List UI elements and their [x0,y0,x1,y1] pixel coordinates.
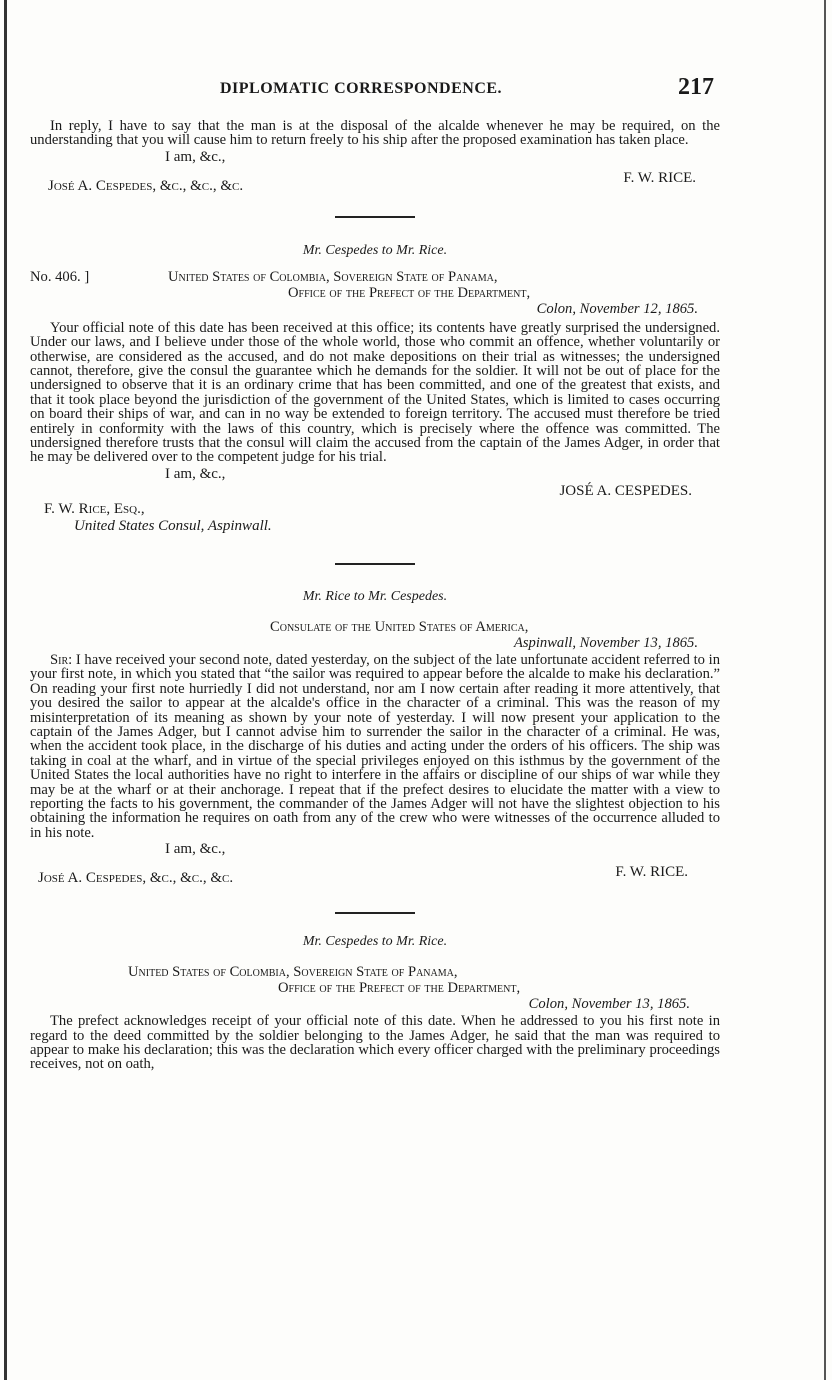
letter3-addressee: José A. Cespedes, &c., &c., &c. [38,870,234,887]
page-right-edge [824,0,826,1380]
letter3-paragraph [30,653,720,840]
letter3-paragraph-text: I have received your second note, dated yesterday, on the subject of the late unfortunate accident referred to in your first note, in which you stated that “the sailor was required to appear before the alcalde to make his declaration.” On reading your first note hurriedly I did not understand, nor am I now certain after reading it more attentively, that you desired the sailor to appear at the alcalde's office in the character of a criminal. This was the reason of my misinterpretation of its meaning as shown by your note of yesterday. I will now present your application to the captain of the James Adger, but I cannot advise him to surrender the sailor in the character of a criminal. He was, when the accident took place, in the discharge of his duties and acting under the orders of his officers. The ship was taking in coal at the wharf, and in virtue of the special privileges enjoyed on this isthmus by the government of the United States the local authorities have no right to interfere in the affairs or discipline of our ships of war while they may be at the wharf or at their anchorage. I repeat that if the prefect desires to elucidate the matter with a view to reporting the facts to his government, the commander of the James Adger will not have the slightest objection to his obtaining the information he requires on oath from any of the crew who were witnesses of the occurrence alluded to in his note. [30,651,720,841]
letter2-doc-number: No. 406. ] [30,268,90,285]
letter2-dateline-1: United States of Colombia, Sovereign State of Panama, [168,268,498,285]
letter1-signature-row [30,170,720,194]
letter1-signature: F. W. RICE. [623,169,696,186]
letter2-dateline-3: Colon, November 12, 1865. [536,300,698,317]
letter2-paragraph: Your official note of this date has been received at this office; its contents have greatly surprised the undersigned. Under our laws, and I believe under those of the whole world, those who commit an offence, whether voluntarily or otherwise, are considered as the accused, and do not make depositions on their trial as witnesses; the undersigned cannot, therefore, give the consul the guarantee which he demands for the soldier. It will not be out of place for the undersigned to observe that it is an ordinary crime that has been committed, and one of the greatest that exists, and that it took place beyond the jurisdiction of the government of the United States, which is limited to cases occurring on board their ships of war, and can in no way be extended to foreign territory. The accused must therefore be tried entirely in conformity with the laws of this country, which is precisely where the offence was committed. The undersigned therefore trusts that the consul will claim the accused from the captain of the James Adger, in order that he may be delivered over to the competent judge for his trial. [30,319,720,466]
letter3-signature-row [30,864,720,888]
letter3-salutation: Sir: [50,651,73,668]
letter4-paragraph: The prefect acknowledges receipt of your official note of this date. When he addressed to you his first note in regard to the deed committed by the soldier belonging to the James Adger, he said that the man was required to appear to make his declaration; this was the declaration which every officer charged with the preliminary proceedings receives, not on oath, [30,1013,720,1073]
letter2-dateline [30,269,720,317]
running-title: DIPLOMATIC CORRESPONDENCE. [220,80,503,97]
letter1-addressee: José A. Cespedes, &c., &c., &c. [48,177,244,194]
section-divider [335,216,415,218]
letter2-closing: I am, &c., [165,465,226,482]
letter3-dateline-1: Consulate of the United States of America, [270,618,529,635]
letter3-dateline-2: Aspinwall, November 13, 1865. [513,634,698,651]
letter4-dateline-1: United States of Colombia, Sovereign State of Panama, [128,964,458,981]
letter2-addressee-block [44,501,720,535]
page-header [30,0,720,110]
letter4-dateline-3: Colon, November 13, 1865. [528,996,690,1013]
letter3-dateline [30,619,720,651]
letter1-closing: I am, &c., [165,148,226,165]
document-page [30,0,720,1072]
letter2-addressee-1: F. W. Rice, Esq., [44,500,145,517]
section-divider [335,912,415,914]
page-number: 217 [678,74,714,100]
letter2-signature: JOSÉ A. CESPEDES. [559,482,692,499]
letter2-dateline-2: Office of the Prefect of the Department, [288,284,531,301]
letter2-addressee-2: United States Consul, Aspinwall. [74,517,272,534]
letter2-signature-row [30,483,720,501]
letter3-closing: I am, &c., [165,841,226,858]
letter4-dateline-2: Office of the Prefect of the Department, [278,980,521,997]
letter4-title: Mr. Cespedes to Mr. Rice. [302,934,448,950]
letter4-dateline [30,964,720,1012]
letter1-paragraph: In reply, I have to say that the man is at the disposal of the alcalde whenever he may be required, on the understanding that you will cause him to return freely to his ship after the proposed examination has taken place. [30,118,720,149]
letter3-title: Mr. Rice to Mr. Cespedes. [302,588,448,604]
section-divider [335,563,415,565]
letter3-signature: F. W. RICE. [615,864,688,881]
letter2-title: Mr. Cespedes to Mr. Rice. [302,242,448,258]
page-left-edge [4,0,7,1380]
